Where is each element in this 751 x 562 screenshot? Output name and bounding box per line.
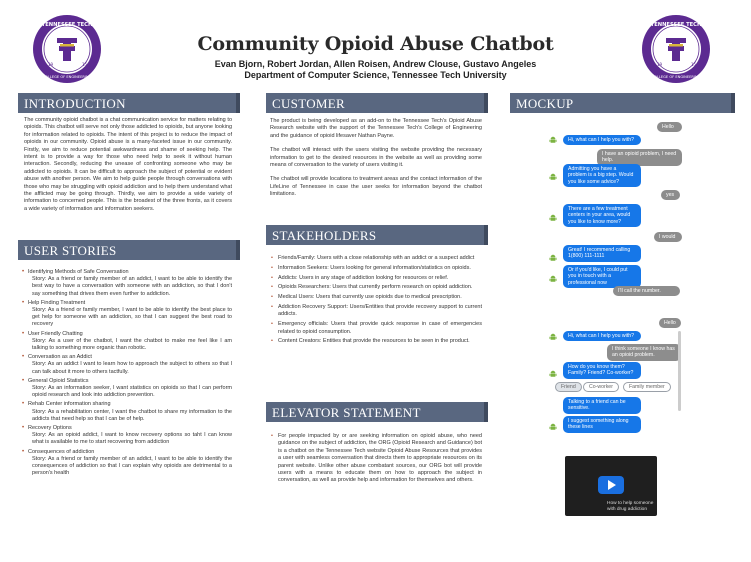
stakeholder-item: • Addicts: Users in any stage of addiction looking for resources or relief. — [270, 275, 482, 282]
android-icon — [549, 214, 557, 222]
chat-scrollbar[interactable] — [678, 331, 681, 411]
android-icon — [549, 333, 557, 341]
user-story-item — [22, 331, 232, 353]
user-message: I'll call the number. — [613, 286, 680, 296]
bot-message: Great! I recommend calling 1(800) 111-1111 — [563, 245, 641, 262]
mockup-heading: MOCKUP — [510, 93, 731, 113]
play-icon[interactable] — [598, 476, 624, 494]
svg-text:COLLEGE OF ENGINEERING: COLLEGE OF ENGINEERING — [651, 75, 701, 79]
android-icon — [549, 423, 557, 431]
user-message: Hello — [657, 122, 682, 132]
department: Department of Computer Science, Tennessee Tech University — [244, 70, 507, 80]
svg-text:COLLEGE OF ENGINEERING: COLLEGE OF ENGINEERING — [42, 75, 92, 79]
reply-chip[interactable]: Friend — [555, 382, 582, 392]
user-story-item — [22, 354, 232, 376]
video-caption: How to help someone with drug addiction — [607, 501, 654, 512]
stakeholder-item: • Information Seekers: Users looking for general information/statistics on opioids. — [270, 265, 482, 272]
user-story-text: Story: As a friend or family member of an addict, I want to be able to identify the consequences of addiction so that I can explain why opioids are detrimental to a person's health — [32, 455, 232, 477]
user-message: I have an opioid problem, I need help. — [597, 149, 682, 166]
stakeholders-body — [270, 255, 482, 348]
svg-text:19: 19 — [657, 62, 663, 67]
user-message: I think someone I know has an opioid problem. — [607, 344, 681, 361]
user-story-item — [22, 425, 232, 447]
poster-authors — [0, 59, 751, 81]
bot-message: There are a few treatment centers in your area, would you like to know more? — [563, 204, 641, 227]
user-stories-body — [22, 269, 232, 479]
video-thumbnail[interactable] — [565, 456, 657, 516]
user-stories-list — [22, 269, 232, 477]
stakeholder-item: • Addiction Recovery Support: Users/Entities that provide recovery support to current addicts. — [270, 304, 482, 319]
user-story-text: Story: As an information seeker, I want statistics on opioids so that I can perform opioid research and look into addiction prevention. — [32, 385, 232, 399]
bot-message: Hi, what can I help you with? — [563, 331, 641, 341]
android-icon — [549, 275, 557, 283]
user-story-text: Story: As a rehabilitation center, I want the chatbot to share my information to the addicts that need help so that I can be of help. — [32, 408, 232, 422]
introduction-paragraph: The community opioid chatbot is a chat communication service for matters relating to opioids. This chatbot will serve not only those addicted to opioids, but anyone looking for information related to opioids. The intent of this project is to reduce the impact of opioids in our community. Opioid abuse is a many-faceted issue in our community. Firstly, we aim to reduce potential awkwardness and shame of seeking help. The intent is to provide a way for those who need help to seek it without human interaction. Secondly, reducing the unease of confronting someone who may be addicted to opioids. It can be difficult to approach the subject of potential or evident abuse with another person. We aim to help guide people through conversations with those who may be struggling with opioid addiction and to help them understand what the afflicted may be going through. Thirdly, we aim to provide a wide variety of information to concerned people. This is the broadest of the three fronts, as it covers a wide variety of information and information seekers. — [24, 117, 232, 212]
user-story-title: Help Finding Treatment — [28, 299, 86, 306]
svg-text:15: 15 — [691, 62, 697, 67]
reply-chip[interactable]: Family member — [623, 382, 671, 392]
user-story-text: Story: As an opioid addict, I want to know recovery options so taht I can know what is available to me to start recovering from addiction — [32, 432, 232, 446]
elevator-list — [270, 433, 482, 485]
user-story-text: Story: As a friend or family member of an addict, I want to be able to identify the best way to have a conversation with someone with an addiction, so that I don't say something that drives them even further to addiction. — [32, 276, 232, 297]
bot-message: Hi, what can I help you with? — [563, 135, 641, 145]
elevator-heading: ELEVATOR STATEMENT — [266, 402, 484, 422]
svg-text:TENNESSEE TECH: TENNESSEE TECH — [650, 22, 702, 28]
user-story-text: Story: As an addict I want to learn how to approach the subject to others so that I can talk about it more to others tactfully. — [32, 361, 232, 375]
android-icon — [549, 370, 557, 378]
svg-text:TENNESSEE TECH: TENNESSEE TECH — [41, 22, 93, 28]
poster-title: Community Opioid Abuse Chatbot — [197, 33, 554, 55]
bot-message: How do you know them? Family? Friend? Co-worker? — [563, 362, 641, 379]
author-list: Evan Bjorn, Robert Jordan, Allen Roisen, Andrew Clouse, Gustavo Angeles — [214, 59, 537, 69]
bot-message: Or if you'd like, I could put you in touch with a professional now — [563, 265, 641, 288]
customer-paragraph-2: The chatbot will interact with the users visiting the website providing the necessary information to get to the desired resources in the website as well as providing some means of conversation to the variety of users visiting it. — [270, 147, 482, 169]
customer-paragraph-3: The chatbot will provide locations to treatment areas and the contact information of the LifeLine of Tennessee in case the user seeks for information beyond the chatbot limitations. — [270, 176, 482, 198]
android-icon — [549, 173, 557, 181]
stakeholders-list — [270, 255, 482, 346]
elevator-statement: • For people impacted by or are seeking information on opioid abuse, who need guidance on the subject of addiction, the ORG (Opioid Research and Guidance) bot is a chatbot on the Tennessee Tech website Opioid Abuse Resources that provides a user with seamless conversation that directs them to appropriate resources on its parent website. Unlike other abuse combatant sources, our ORG bot will provide users with a means to educate them on how to approach the subject in conversation, as well as provide help and information for themselves and others. — [270, 433, 482, 485]
user-story-item — [22, 401, 232, 423]
user-message: Hello — [659, 318, 681, 328]
android-icon — [549, 136, 557, 144]
chat-screen-1 — [547, 118, 684, 303]
user-story-title: User Friendly Chatting — [28, 330, 83, 337]
user-story-title: Consequences of addiction — [28, 448, 95, 455]
user-message: I would — [654, 232, 682, 242]
svg-text:15: 15 — [82, 62, 88, 67]
user-story-title: Conversation as an Addict — [28, 354, 92, 361]
user-story-title: General Opioid Statistics — [28, 377, 89, 384]
android-icon — [549, 254, 557, 262]
stakeholder-item: • Content Creators: Entities that provide the resources to be seen in the product. — [270, 338, 482, 345]
customer-paragraph-1: The product is being developed as an add-on to the Tennessee Tech's Opioid Abuse Research website with the support of the Tennessee Tech's College of Engineering and the guidance of opioid lifesaver Nathan Payne. — [270, 118, 482, 139]
user-story-item — [22, 300, 232, 329]
stakeholder-item: • Emergency officials: Users that provide quick response in case of emergencies related to opioid consumption. — [270, 321, 482, 336]
user-story-title: Recovery Options — [28, 425, 72, 432]
user-message: yes — [661, 190, 680, 200]
introduction-body — [24, 117, 232, 220]
stakeholder-item: • Opioids Researchers: Users that currently perform research on opioid addiction. — [270, 284, 482, 291]
customer-body — [270, 118, 482, 206]
user-story-item — [22, 269, 232, 298]
user-story-text: Story: As a friend or family member, I want to be able to identify the best place to get help for someone with an addiction, so that I can suggest the best road to recovery — [32, 307, 232, 328]
user-story-title: Rehab Center information sharing — [28, 401, 111, 408]
bot-message: Admitting you have a problem is a big step. Would you like some advice? — [563, 164, 641, 187]
stakeholder-item: • Friends/Family: Users with a close relationship with an addict or a suspect addict — [270, 255, 482, 262]
user-stories-heading: USER STORIES — [18, 240, 236, 260]
introduction-heading: INTRODUCTION — [18, 93, 236, 113]
user-story-text: Story: As a user of the chatbot, I want the chatbot to make me feel like I am talking to something more organic than robotic. — [32, 337, 232, 352]
user-story-item — [22, 378, 232, 400]
user-story-item — [22, 449, 232, 478]
bot-message: I suggest something along these lines — [563, 416, 641, 433]
user-story-title: Identifying Methods of Safe Conversation — [28, 269, 129, 275]
customer-heading: CUSTOMER — [266, 93, 484, 113]
stakeholders-heading: STAKEHOLDERS — [266, 225, 484, 245]
bot-message: Talking to a friend can be sensitive. — [563, 397, 641, 414]
stakeholder-item: • Medical Users: Users that currently use opioids due to medical prescription. — [270, 294, 482, 301]
svg-text:19: 19 — [48, 62, 54, 67]
elevator-body — [270, 433, 482, 487]
reply-chip[interactable]: Co-worker — [583, 382, 619, 392]
reply-chips — [547, 382, 684, 394]
